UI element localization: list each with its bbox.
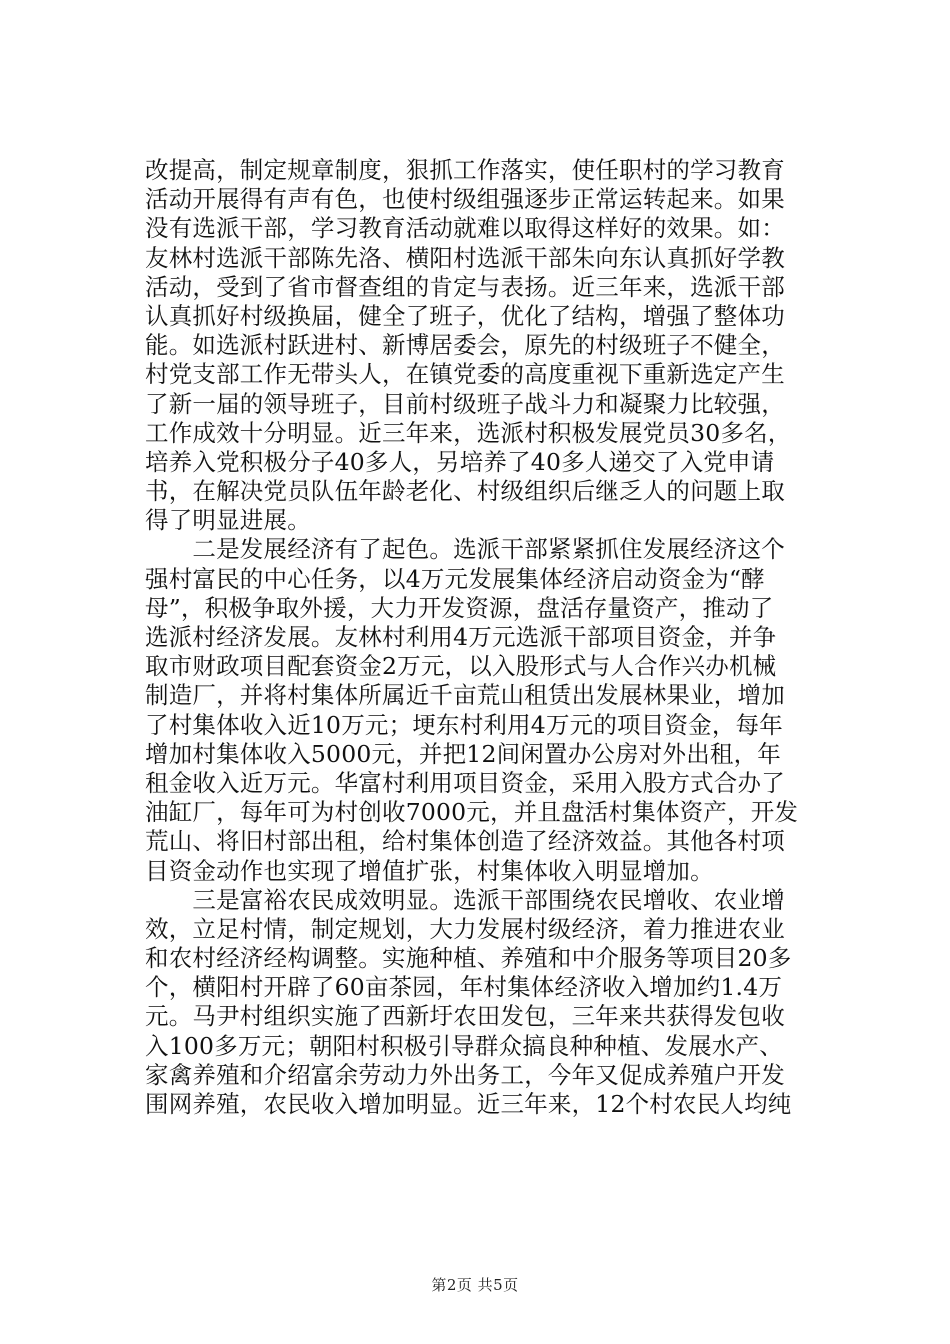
text-line: 活动开展得有声有色，也使村级组强逐步正常运转起来。如果	[145, 185, 785, 214]
text-line: 增加村集体收入5000元，并把12间闲置办公房对外出租，年	[145, 739, 782, 768]
text-line: 入100多万元；朝阳村积极引导群众搞良种种植、发展水产、	[145, 1031, 783, 1060]
text-line: 个，横阳村开辟了60亩茶园，年村集体经济收入增加约1.4万	[145, 973, 783, 1002]
text-line: 目资金动作也实现了增值扩张，村集体收入明显增加。	[145, 856, 714, 885]
text-line: 荒山、将旧村部出租，给村集体创造了经济效益。其他各村项	[145, 827, 785, 856]
text-line: 书，在解决党员队伍年龄老化、村级组织后继乏人的问题上取	[145, 477, 785, 506]
page-footer: 第2页 共5页	[431, 1276, 519, 1294]
text-line: 能。如选派村跃进村、新博居委会，原先的村级班子不健全，	[145, 331, 785, 360]
text-line: 效，立足村情，制定规划，大力发展村级经济，着力推进农业	[145, 914, 785, 943]
text-line: 认真抓好村级换届，健全了班子，优化了结构，增强了整体功	[145, 301, 785, 330]
text-line: 了村集体收入近10万元；埂东村利用4万元的项目资金，每年	[145, 710, 783, 739]
text-line: 和农村经济经构调整。实施种植、养殖和中介服务等项目20多	[145, 944, 792, 973]
text-line: 制造厂，并将村集体所属近千亩荒山租赁出发展林果业，增加	[145, 681, 785, 710]
text-line: 取市财政项目配套资金2万元，以入股形式与人合作兴办机械	[145, 652, 777, 681]
body-text	[145, 156, 810, 1119]
text-line: 元。马尹村组织实施了西新圩农田发包，三年来共获得发包收	[145, 1002, 785, 1031]
text-line: 活动，受到了省市督查组的肯定与表扬。近三年来，选派干部	[145, 272, 785, 301]
text-line: 工作成效十分明显。近三年来，选派村积极发展党员30多名，	[145, 418, 792, 447]
text-line: 村党支部工作无带头人，在镇党委的高度重视下重新选定产生	[145, 360, 785, 389]
text-line: 了新一届的领导班子，目前村级班子战斗力和凝聚力比较强，	[145, 389, 785, 418]
text-line: 围网养殖，农民收入增加明显。近三年来，12个村农民人均纯	[145, 1090, 792, 1118]
text-line: 母”，积极争取外援，大力开发资源，盘活存量资产，推动了	[145, 593, 774, 622]
text-line: 没有选派干部，学习教育活动就难以取得这样好的效果。如：	[145, 214, 785, 243]
text-line: 培养入党积极分子40多人，另培养了40多人递交了入党申请	[145, 447, 775, 476]
text-line: 油缸厂，每年可为村创收7000元，并且盘活村集体资产，开发	[145, 798, 799, 827]
text-line: 三是富裕农民成效明显。选派干部围绕农民增收、农业增	[145, 885, 785, 914]
text-line: 强村富民的中心任务，以4万元发展集体经济启动资金为“酵	[145, 564, 765, 593]
text-line: 友林村选派干部陈先洛、横阳村选派干部朱向东认真抓好学教	[145, 243, 785, 272]
text-line: 选派村经济发展。友林村利用4万元选派干部项目资金，并争	[145, 623, 777, 651]
text-line: 二是发展经济有了起色。选派干部紧紧抓住发展经济这个	[145, 535, 785, 564]
text-line: 家禽养殖和介绍富余劳动力外出务工，今年又促成养殖户开发	[145, 1060, 785, 1089]
text-line: 租金收入近万元。华富村利用项目资金，采用入股方式合办了	[145, 768, 785, 797]
text-line: 改提高，制定规章制度，狠抓工作落实，使任职村的学习教育	[145, 156, 785, 184]
text-line: 得了明显进展。	[145, 506, 311, 535]
